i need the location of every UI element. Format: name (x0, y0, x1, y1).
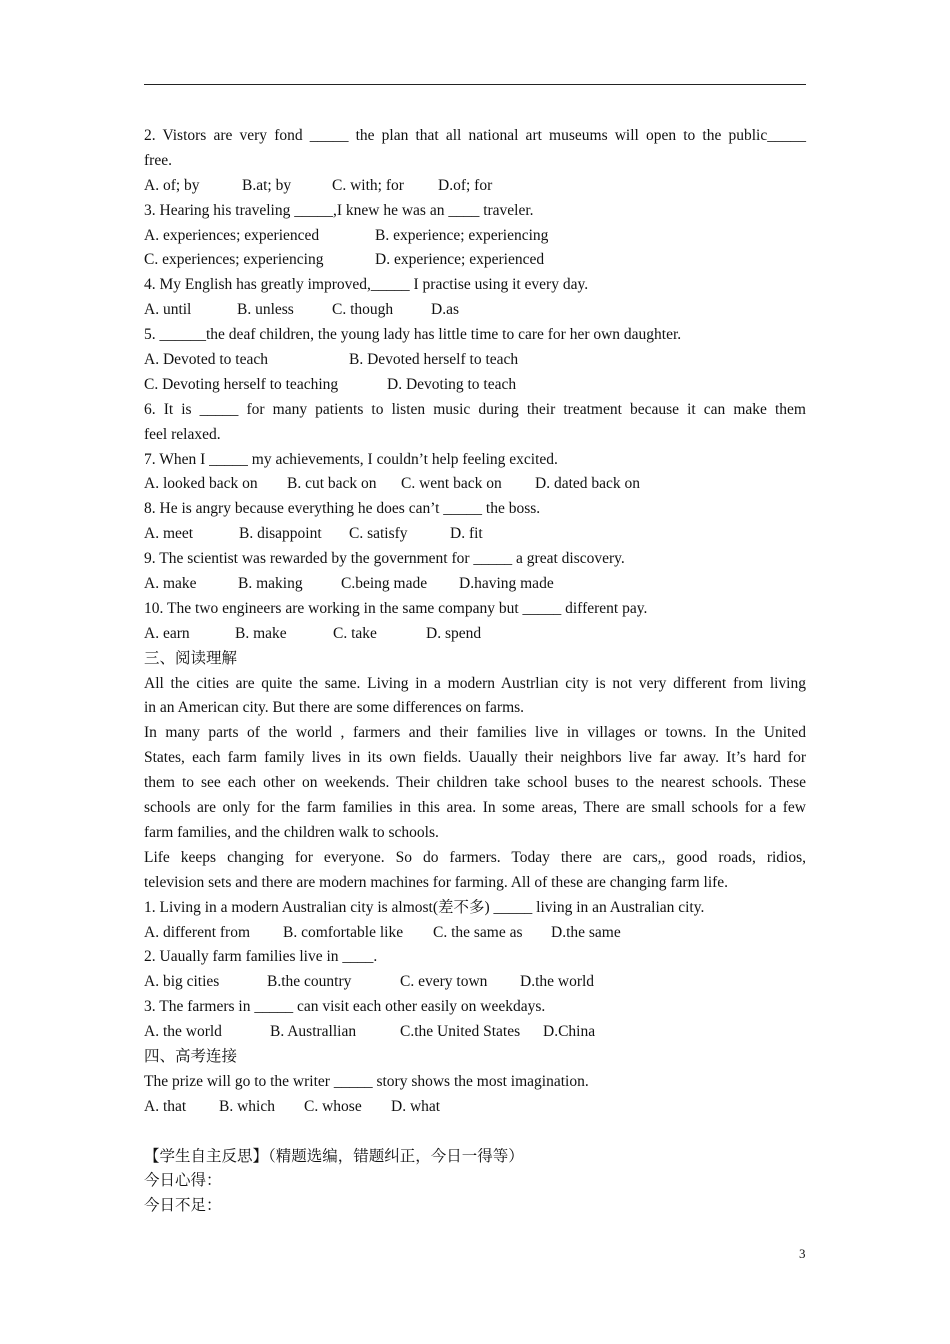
header-rule (144, 84, 806, 85)
q7-option-c: C. went back on (401, 475, 502, 493)
q3-options-row1 (144, 224, 806, 249)
reflection-gain: 今日心得： (144, 1172, 222, 1190)
q4-option-a: A. until (144, 301, 192, 319)
q8-option-c: C. satisfy (349, 525, 408, 543)
exercise-content (144, 124, 806, 1219)
reading-q1-option-b: B. comfortable like (283, 923, 404, 941)
q3-option-b: B. experience; experiencing (375, 226, 549, 244)
page-number: 3 (799, 1246, 806, 1261)
reading-q3-option-a: A. the world (144, 1023, 222, 1041)
q10-option-d: D. spend (426, 624, 482, 642)
q2-options (144, 174, 806, 199)
q5-stem: 5. ______the deaf children, the young lady has little time to care for her own daughter. (144, 326, 682, 344)
passage-line: in an American city. But there are some differences on farms. (144, 699, 525, 717)
reading-q1-option-a: A. different from (144, 923, 251, 941)
q7-option-b: B. cut back on (287, 475, 377, 493)
q10-options (144, 622, 806, 647)
q7-option-a: A. looked back on (144, 475, 258, 493)
q7-options (144, 472, 806, 497)
gaokao-option-d: D. what (391, 1097, 441, 1115)
q4-option-c: C. though (332, 301, 394, 319)
section4-heading: 四、高考连接 (144, 1047, 238, 1065)
q8-option-a: A. meet (144, 525, 194, 543)
q2-option-b: B.at; by (242, 176, 292, 194)
q5-options-row1 (144, 348, 806, 373)
q2-option-d: D.of; for (438, 176, 493, 194)
q6-stem: 6. It is _____ for many patients to listen music during their treatment because it can make them (144, 400, 806, 418)
reading-q3-option-b: B. Australlian (270, 1023, 357, 1041)
q3-option-a: A. experiences; experienced (144, 226, 320, 244)
passage-line: Life keeps changing for everyone. So do farmers. Today there are cars,, good roads, ridios, (144, 848, 806, 866)
q2-option-a: A. of; by (144, 176, 200, 194)
q8-options (144, 522, 806, 547)
reading-q2-stem: 2. Uaually farm families live in ____. (144, 948, 378, 966)
q9-option-c: C.being made (341, 575, 428, 593)
passage-line: television sets and there are modern machines for farming. All of these are changing farm life. (144, 873, 729, 891)
section3-heading: 三、阅读理解 (144, 649, 238, 667)
reading-q2-option-b: B.the country (267, 973, 352, 991)
q3-options-row2 (144, 248, 806, 273)
q4-options (144, 298, 806, 323)
q2-stem: 2. Vistors are very fond _____ the plan that all national art museums will open to the public_____ (144, 127, 806, 144)
q4-stem: 4. My English has greatly improved,_____ I practise using it every day. (144, 276, 589, 294)
q10-option-c: C. take (333, 624, 377, 642)
reading-q3-stem: 3. The farmers in _____ can visit each other easily on weekdays. (144, 998, 546, 1016)
q3-option-d: D. experience; experienced (375, 251, 545, 269)
q8-option-d: D. fit (450, 525, 483, 543)
document-page (144, 0, 806, 1344)
gaokao-stem: The prize will go to the writer _____ story shows the most imagination. (144, 1072, 589, 1090)
reading-q3-options (144, 1020, 806, 1045)
q8-option-b: B. disappoint (239, 525, 322, 543)
q9-option-a: A. make (144, 575, 197, 593)
reading-q2-option-a: A. big cities (144, 973, 220, 991)
q9-options (144, 572, 806, 597)
passage-line: States, each farm family lives in its own fields. Uaually their neighbors live far away. It’s hard for (144, 749, 806, 767)
passage-line: schools are only for the farm families in this area. In some areas, There are small schools for a few (144, 799, 806, 817)
q9-stem: 9. The scientist was rewarded by the government for _____ a great discovery. (144, 550, 625, 568)
reading-q1-options (144, 921, 806, 946)
q5-option-c: C. Devoting herself to teaching (144, 375, 339, 393)
q3-option-c: C. experiences; experiencing (144, 251, 324, 269)
q8-stem: 8. He is angry because everything he does can’t _____ the boss. (144, 500, 541, 518)
q5-option-b: B. Devoted herself to teach (349, 351, 519, 369)
q4-option-d: D.as (431, 301, 459, 319)
q10-option-a: A. earn (144, 624, 190, 642)
q5-option-d: D. Devoting to teach (387, 375, 517, 393)
q9-option-b: B. making (238, 575, 303, 593)
passage-line: them to see each other on weekends. Their children take school buses to the nearest schools. These (144, 774, 806, 792)
passage-line: In many parts of the world , farmers and their families live in villages or towns. In the United (144, 724, 806, 742)
reading-q2-options (144, 970, 806, 995)
q4-option-b: B. unless (237, 301, 294, 319)
reading-q3-option-c: C.the United States (400, 1023, 521, 1041)
gaokao-option-b: B. which (219, 1097, 275, 1115)
passage-line: All the cities are quite the same. Living in a modern Austrlian city is not very different from living (144, 674, 806, 692)
gaokao-option-c: C. whose (304, 1097, 362, 1115)
reading-q3-option-d: D.China (543, 1023, 596, 1041)
q7-stem: 7. When I _____ my achievements, I couldn’t help feeling excited. (144, 450, 558, 468)
reading-q2-option-d: D.the world (520, 973, 595, 991)
reflection-title: 【学生自主反思】（精题选编，错题纠正，今日一得等） (144, 1147, 524, 1165)
q10-stem: 10. The two engineers are working in the same company but _____ different pay. (144, 599, 648, 617)
q2-stem-cont: free. (144, 151, 172, 169)
gaokao-options (144, 1095, 806, 1120)
q10-option-b: B. make (235, 624, 287, 642)
q6-stem-cont: feel relaxed. (144, 425, 221, 443)
q5-option-a: A. Devoted to teach (144, 351, 268, 369)
q3-stem: 3. Hearing his traveling _____,I knew he was an ____ traveler. (144, 201, 534, 219)
reflection-lack: 今日不足： (144, 1197, 222, 1215)
gaokao-option-a: A. that (144, 1097, 187, 1115)
spacer (144, 1120, 806, 1145)
reading-q1-option-d: D.the same (551, 923, 621, 941)
reading-q1-stem: 1. Living in a modern Australian city is almost(差不多) _____ living in an Australian city. (144, 898, 705, 916)
reading-q1-option-c: C. the same as (433, 923, 523, 941)
passage-line: farm families, and the children walk to schools. (144, 823, 439, 841)
q5-options-row2 (144, 373, 806, 398)
q9-option-d: D.having made (459, 575, 554, 593)
reading-q2-option-c: C. every town (400, 973, 488, 991)
q2-option-c: C. with; for (332, 176, 404, 194)
q7-option-d: D. dated back on (535, 475, 641, 493)
